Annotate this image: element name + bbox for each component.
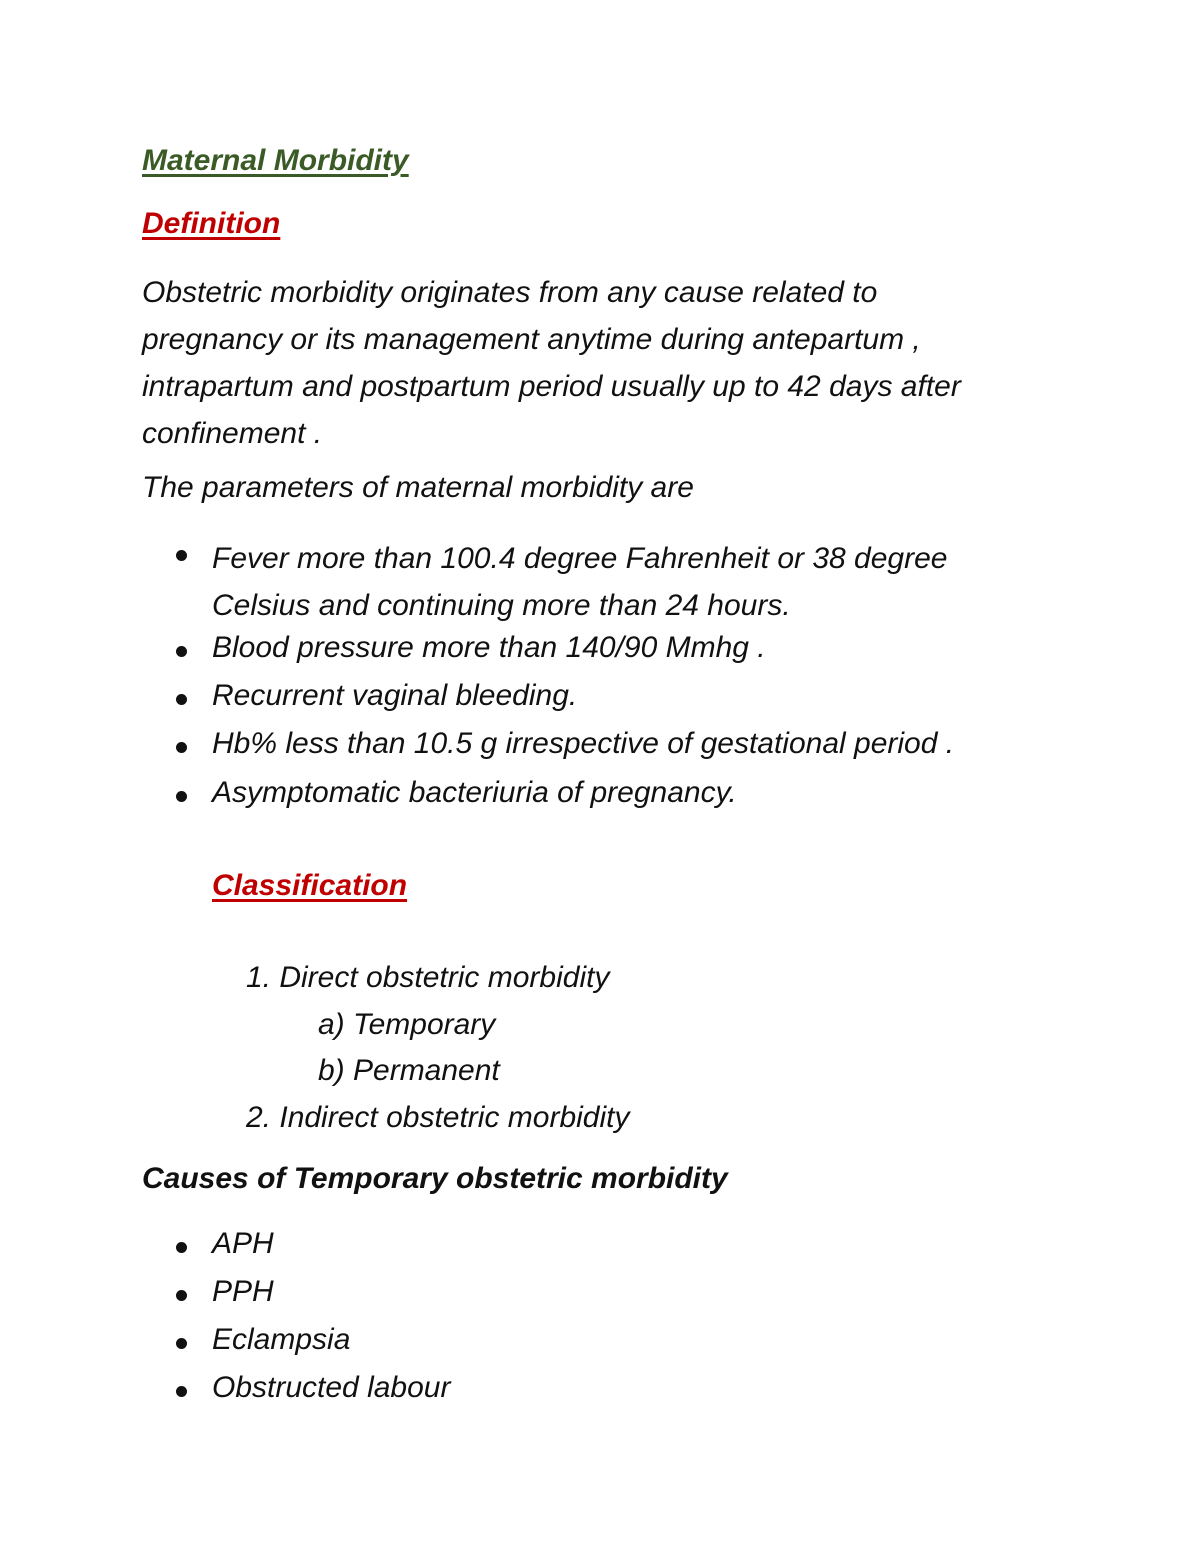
list-item-line: Fever more than 100.4 degree Fahrenheit or 38 degree [212, 542, 948, 575]
definition-line: intrapartum and postpartum period usually up to 42 days after [142, 370, 961, 403]
definition-line: confinement . [142, 417, 323, 450]
definition-line: Obstetric morbidity originates from any cause related to [142, 276, 878, 309]
classification-item-indirect: 2. Indirect obstetric morbidity [246, 1101, 630, 1134]
parameters-intro: The parameters of maternal morbidity are [142, 471, 694, 504]
list-item: PPH [212, 1275, 274, 1308]
causes-heading: Causes of Temporary obstetric morbidity [142, 1162, 728, 1195]
classification-item-direct: 1. Direct obstetric morbidity [246, 961, 610, 994]
list-item: Hb% less than 10.5 g irrespective of gestational period . [212, 727, 955, 760]
list-item: Recurrent vaginal bleeding. [212, 679, 578, 712]
list-item: Eclampsia [212, 1323, 351, 1356]
classification-heading: Classification [212, 869, 408, 902]
definition-line: pregnancy or its management anytime during antepartum , [142, 323, 921, 356]
page-title: Maternal Morbidity [142, 144, 409, 177]
list-item: Asymptomatic bacteriuria of pregnancy. [212, 776, 737, 809]
list-item: Obstructed labour [212, 1371, 451, 1404]
classification-subitem-temporary: a) Temporary [318, 1008, 496, 1041]
list-item [212, 535, 947, 629]
definition-heading: Definition [142, 207, 281, 240]
list-item: APH [212, 1227, 274, 1260]
list-item-line: Celsius and continuing more than 24 hours. [212, 589, 791, 622]
list-item: Blood pressure more than 140/90 Mmhg . [212, 631, 766, 664]
classification-subitem-permanent: b) Permanent [318, 1054, 500, 1087]
definition-paragraph [142, 269, 1082, 457]
